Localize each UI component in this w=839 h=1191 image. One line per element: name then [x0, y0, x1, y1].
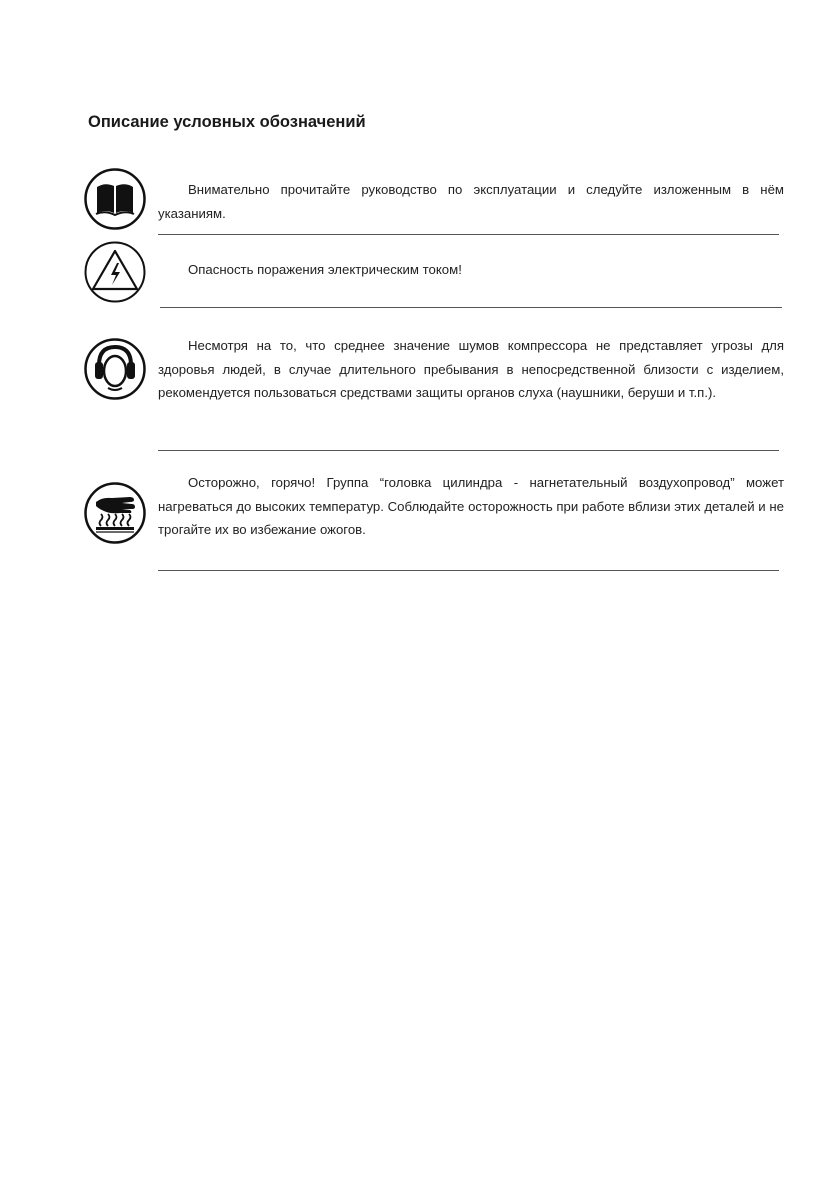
divider	[158, 450, 779, 451]
divider	[158, 570, 779, 571]
page-title: Описание условных обозначений	[88, 113, 366, 131]
symbol-description-hot: Осторожно, горячо! Группа “головка цилиндра - нагнетательный воздухопровод” может нагреваться до высоких температур. Соблюдайте осторожность при работе вблизи этих деталей и не трогайте их во избежание ожогов.	[158, 475, 784, 537]
symbol-description-noise: Несмотря на то, что среднее значение шумов компрессора не представляет угрозы для здоровья людей, в случае длительного пребывания в непосредственной близости с изделием, рекомендуется пользоваться средствами защиты органов слуха (наушники, беруши и т.п.).	[158, 338, 784, 400]
ear-protection-icon	[84, 338, 146, 400]
symbol-description-electric: Опасность поражения электрическим током!	[188, 262, 462, 277]
electric-shock-warning-icon	[84, 241, 146, 303]
symbol-description-manual: Внимательно прочитайте руководство по эксплуатации и следуйте изложенным в нём указаниям.	[158, 182, 784, 221]
divider	[158, 234, 779, 235]
manual-book-icon	[84, 168, 146, 230]
divider	[160, 307, 782, 308]
hot-surface-icon	[84, 482, 146, 544]
